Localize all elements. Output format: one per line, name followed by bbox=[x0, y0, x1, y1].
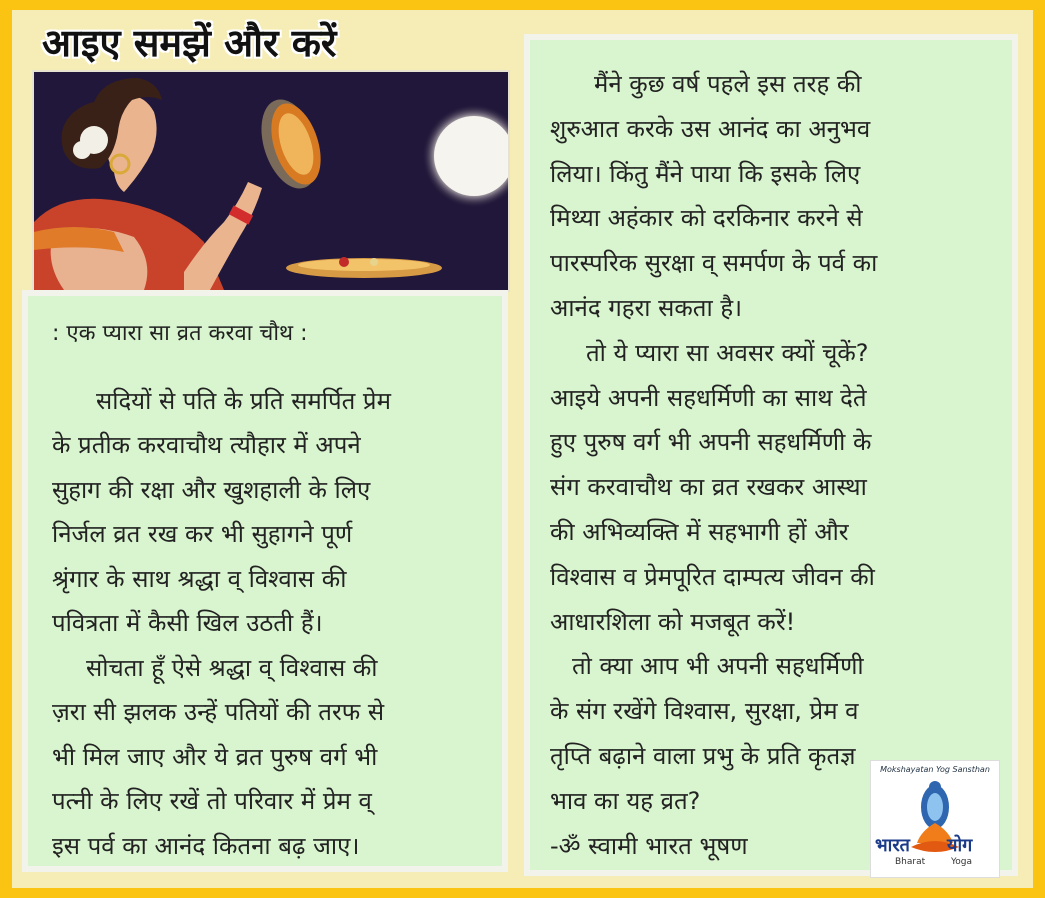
right-article bbox=[550, 62, 877, 868]
logo-arc-text: Mokshayatan Yog Sansthan bbox=[880, 765, 990, 774]
paragraph-line: आनंद गहरा सकता है। bbox=[550, 293, 743, 322]
paragraph-line: पारस्परिक सुरक्षा व् समर्पण के पर्व का bbox=[550, 249, 878, 278]
karwa-chauth-illustration bbox=[32, 70, 510, 292]
paragraph-line: भाव का यह व्रत? bbox=[550, 786, 701, 815]
author-signature: -ॐ स्वामी भारत भूषण bbox=[550, 831, 748, 860]
article-title: : एक प्यारा सा व्रत करवा चौथ : bbox=[52, 321, 308, 346]
paragraph-line: सोचता हूँ ऐसे श्रद्धा व् विश्वास की bbox=[86, 653, 378, 682]
paragraph-line: हुए पुरुष वर्ग भी अपनी सहधर्मिणी के bbox=[550, 428, 872, 457]
paragraph-line: सदियों से पति के प्रति समर्पित प्रेम bbox=[96, 386, 391, 415]
paragraph-line: निर्जल व्रत रख कर भी सुहागने पूर्ण bbox=[52, 520, 353, 548]
paragraph-line: संग करवाचौथ का व्रत रखकर आस्था bbox=[550, 473, 867, 502]
paragraph-line: मैंने कुछ वर्ष पहले इस तरह की bbox=[594, 70, 862, 98]
paragraph-line: पवित्रता में कैसी खिल उठती हैं। bbox=[52, 609, 323, 637]
logo-hindi-yog: योग bbox=[947, 835, 973, 856]
paragraph-line: भी मिल जाए और ये व्रत पुरुष वर्ग भी bbox=[52, 742, 378, 771]
paragraph-line: तृप्ति बढ़ाने वाला प्रभु के प्रति कृतज्ञ bbox=[550, 741, 856, 770]
meditating-figure-icon bbox=[871, 761, 999, 877]
paragraph-line: विश्वास व प्रेमपूरित दाम्पत्य जीवन की bbox=[550, 562, 875, 591]
logo-hindi-bharat: भारत bbox=[875, 835, 910, 856]
paragraph-line: तो ये प्यारा सा अवसर क्यों चूकें? bbox=[586, 338, 869, 367]
paragraph-line: लिया। किंतु मैंने पाया कि इसके लिए bbox=[550, 159, 861, 188]
paragraph-line: पत्नी के लिए रखें तो परिवार में प्रेम व् bbox=[52, 787, 372, 815]
paragraph-line: इस पर्व का आनंद कितना बढ़ जाए। bbox=[52, 831, 360, 860]
paragraph-line: के संग रखेंगे विश्वास, सुरक्षा, प्रेम व bbox=[550, 697, 859, 726]
page-title: आइए समझें और करें bbox=[42, 21, 337, 65]
paragraph-line: सुहाग की रक्षा और खुशहाली के लिए bbox=[52, 475, 371, 504]
paragraph-line: आइये अपनी सहधर्मिणी का साथ देते bbox=[550, 383, 867, 412]
paragraph-line: तो क्या आप भी अपनी सहधर्मिणी bbox=[572, 652, 864, 681]
paragraph-line: आधारशिला को मजबूत करें! bbox=[550, 607, 796, 636]
paragraph-line: मिथ्या अहंकार को दरकिनार करने से bbox=[550, 204, 863, 233]
bharat-yoga-logo bbox=[870, 760, 1000, 878]
spacer bbox=[52, 357, 391, 379]
paragraph-line: की अभिव्यक्ति में सहभागी हों और bbox=[550, 517, 849, 546]
logo-english-bharat: Bharat bbox=[895, 857, 926, 867]
left-article bbox=[52, 312, 391, 868]
paragraph-line: के प्रतीक करवाचौथ त्यौहार में अपने bbox=[52, 431, 361, 459]
paragraph-line: शुरुआत करके उस आनंद का अनुभव bbox=[550, 114, 871, 143]
paragraph-line: श्रृंगार के साथ श्रद्धा व् विश्वास की bbox=[52, 564, 347, 593]
paragraph-line: ज़रा सी झलक उन्हें पतियों की तरफ से bbox=[52, 698, 385, 726]
logo-english-yoga: Yoga bbox=[951, 857, 973, 867]
